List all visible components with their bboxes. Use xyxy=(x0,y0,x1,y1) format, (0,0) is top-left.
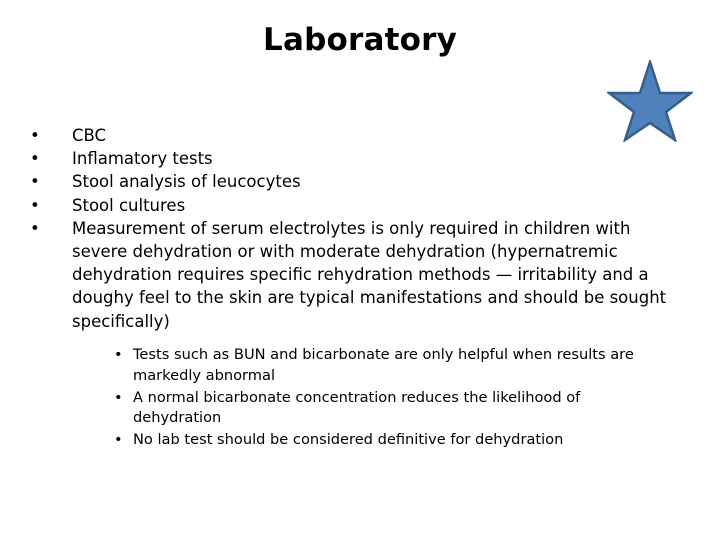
bullet-icon: • xyxy=(30,218,40,238)
list-item-text: Stool cultures xyxy=(72,195,186,215)
sub-list-item-text: A normal bicarbonate concentration reduces the likelihood of dehydration xyxy=(133,388,581,427)
bullet-icon: • xyxy=(30,149,40,169)
sub-list-item xyxy=(112,388,667,429)
list-item xyxy=(30,217,690,333)
bullet-icon: • xyxy=(30,172,40,192)
list-item xyxy=(30,194,690,217)
list-item-text: Stool analysis of leucocytes xyxy=(72,172,301,192)
list-item xyxy=(30,124,690,147)
sub-list-item-text: Tests such as BUN and bicarbonate are only helpful when results are markedly abnormal xyxy=(133,346,634,384)
list-item xyxy=(30,170,690,193)
bullet-icon: • xyxy=(30,126,40,145)
slide-title: Laboratory xyxy=(263,22,457,58)
sub-list-item-text: No lab test should be considered definitive for dehydration xyxy=(133,431,564,449)
main-bullet-list xyxy=(30,124,690,333)
bullet-icon: • xyxy=(114,388,123,406)
list-item-text: CBC xyxy=(72,126,107,145)
list-item xyxy=(30,147,690,170)
sub-list-item xyxy=(112,430,667,451)
list-item-text: Inflamatory tests xyxy=(72,149,213,169)
bullet-icon: • xyxy=(114,431,123,449)
list-item-text: Measurement of serum electrolytes is only required in children with severe dehydration or with moderate dehydration (hypernatremic dehydration requires specific rehydration methods — irritability and a doughy feel to the skin are typical manifestations and should be sought specifically) xyxy=(72,218,667,331)
bullet-icon: • xyxy=(114,346,123,363)
sub-bullet-list xyxy=(112,345,667,452)
sub-list-item xyxy=(112,345,667,386)
bullet-icon: • xyxy=(30,195,40,215)
